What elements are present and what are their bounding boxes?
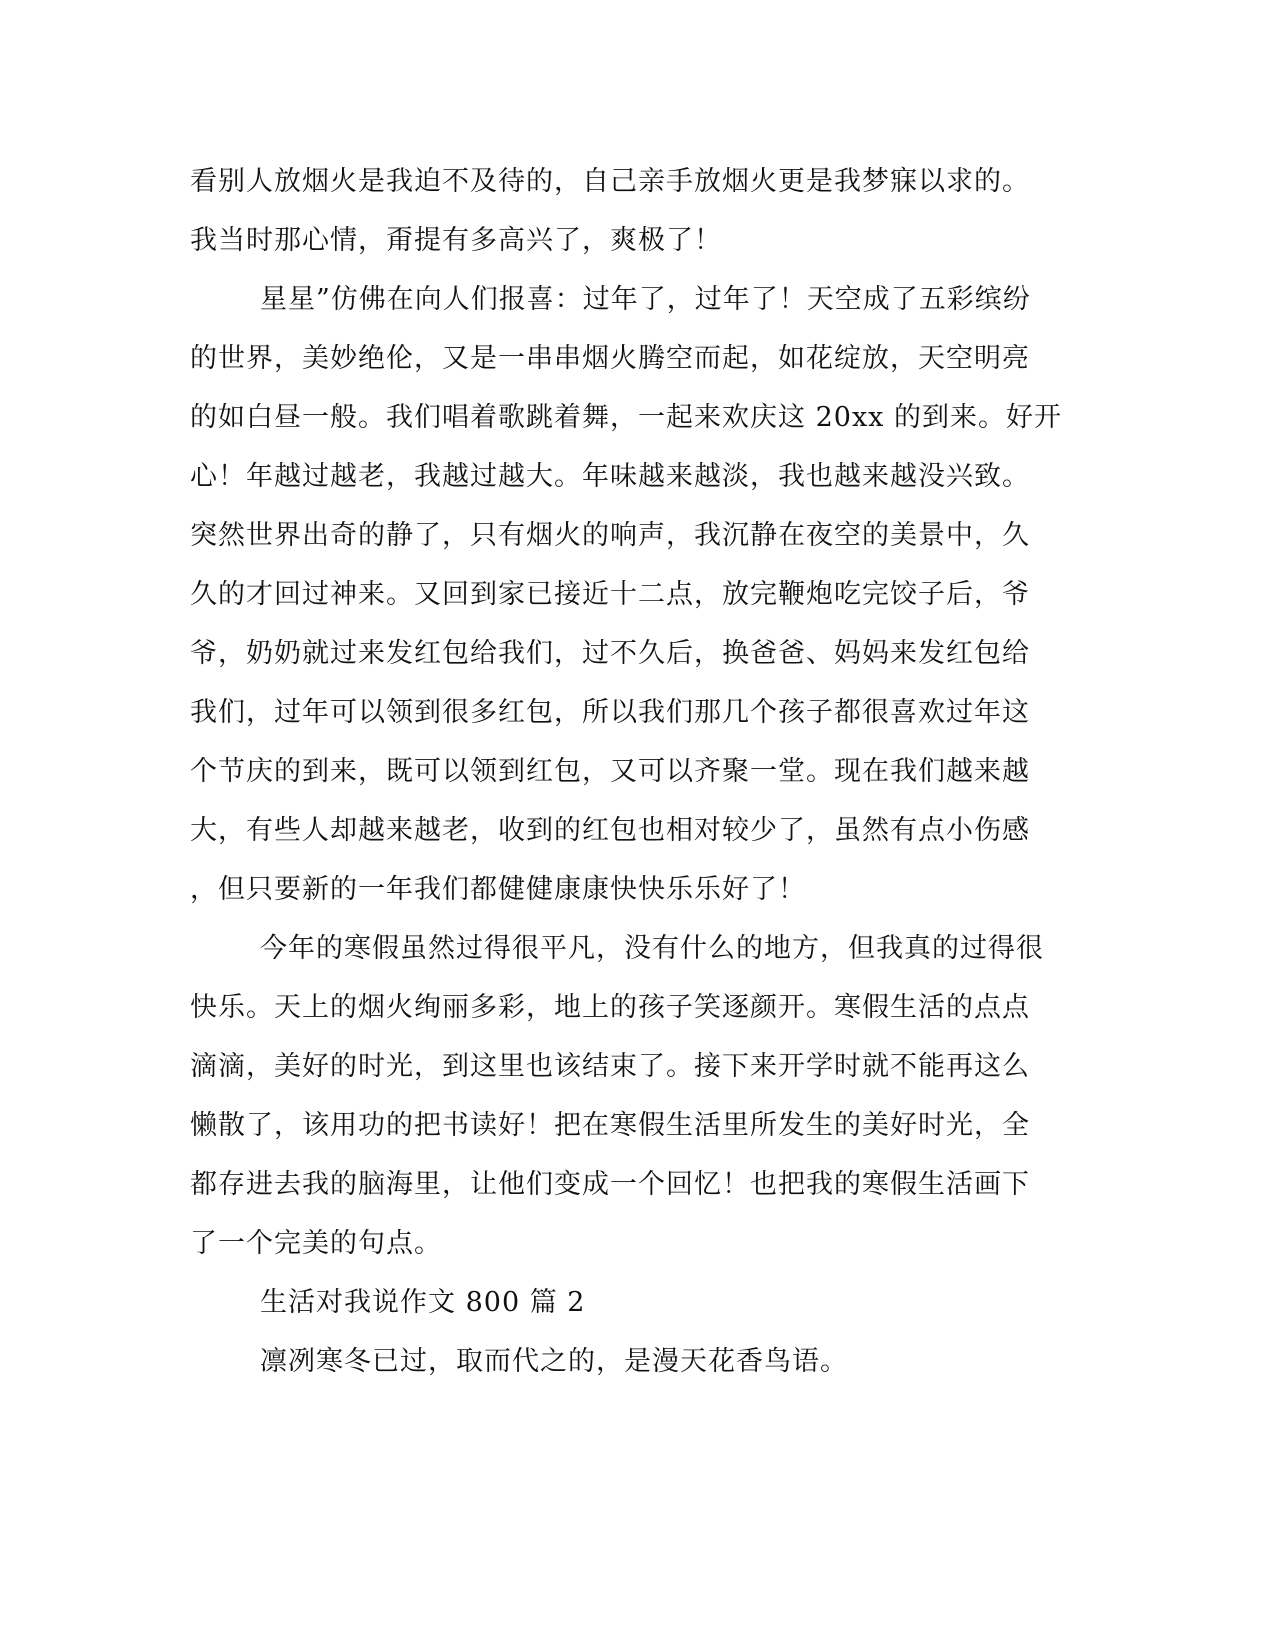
text-line: 星星”仿佛在向人们报喜：过年了，过年了！天空成了五彩缤纷 [260, 284, 1031, 315]
text-line: 的世界，美妙绝伦，又是一串串烟火腾空而起，如花绽放，天空明亮 [190, 343, 1030, 374]
text-line: 都存进去我的脑海里，让他们变成一个回忆！也把我的寒假生活画下 [190, 1169, 1030, 1200]
text-line: 久的才回过神来。又回到家已接近十二点，放完鞭炮吃完饺子后，爷 [190, 579, 1030, 610]
text-line: 的如白昼一般。我们唱着歌跳着舞，一起来欢庆这 20xx 的到来。好开 [190, 402, 1062, 433]
text-line: 了一个完美的句点。 [190, 1228, 442, 1259]
text-line: 爷，奶奶就过来发红包给我们，过不久后，换爸爸、妈妈来发红包给 [190, 638, 1030, 669]
text-line: 大，有些人却越来越老，收到的红包也相对较少了，虽然有点小伤感 [190, 815, 1030, 846]
text-line: 心！年越过越老，我越过越大。年味越来越淡，我也越来越没兴致。 [190, 461, 1030, 492]
section-heading: 生活对我说作文 800 篇 2 [260, 1287, 586, 1318]
text-line: 快乐。天上的烟火绚丽多彩，地上的孩子笑逐颜开。寒假生活的点点 [190, 992, 1030, 1023]
text-line: 我们，过年可以领到很多红包，所以我们那几个孩子都很喜欢过年这 [190, 697, 1030, 728]
text-line: 凛冽寒冬已过，取而代之的，是漫天花香鸟语。 [260, 1346, 848, 1377]
text-line: 滴滴，美好的时光，到这里也该结束了。接下来开学时就不能再这么 [190, 1051, 1030, 1082]
text-line: 个节庆的到来，既可以领到红包，又可以齐聚一堂。现在我们越来越 [190, 756, 1030, 787]
text-line: ，但只要新的一年我们都健健康康快快乐乐好了！ [190, 874, 806, 905]
text-line: 懒散了，该用功的把书读好！把在寒假生活里所发生的美好时光，全 [190, 1110, 1030, 1141]
text-line: 我当时那心情，甭提有多高兴了，爽极了！ [190, 225, 722, 256]
text-line: 突然世界出奇的静了，只有烟火的响声，我沉静在夜空的美景中，久 [190, 520, 1030, 551]
text-line: 看别人放烟火是我迫不及待的，自己亲手放烟火更是我梦寐以求的。 [190, 166, 1030, 197]
text-line: 今年的寒假虽然过得很平凡，没有什么的地方，但我真的过得很 [260, 933, 1044, 964]
